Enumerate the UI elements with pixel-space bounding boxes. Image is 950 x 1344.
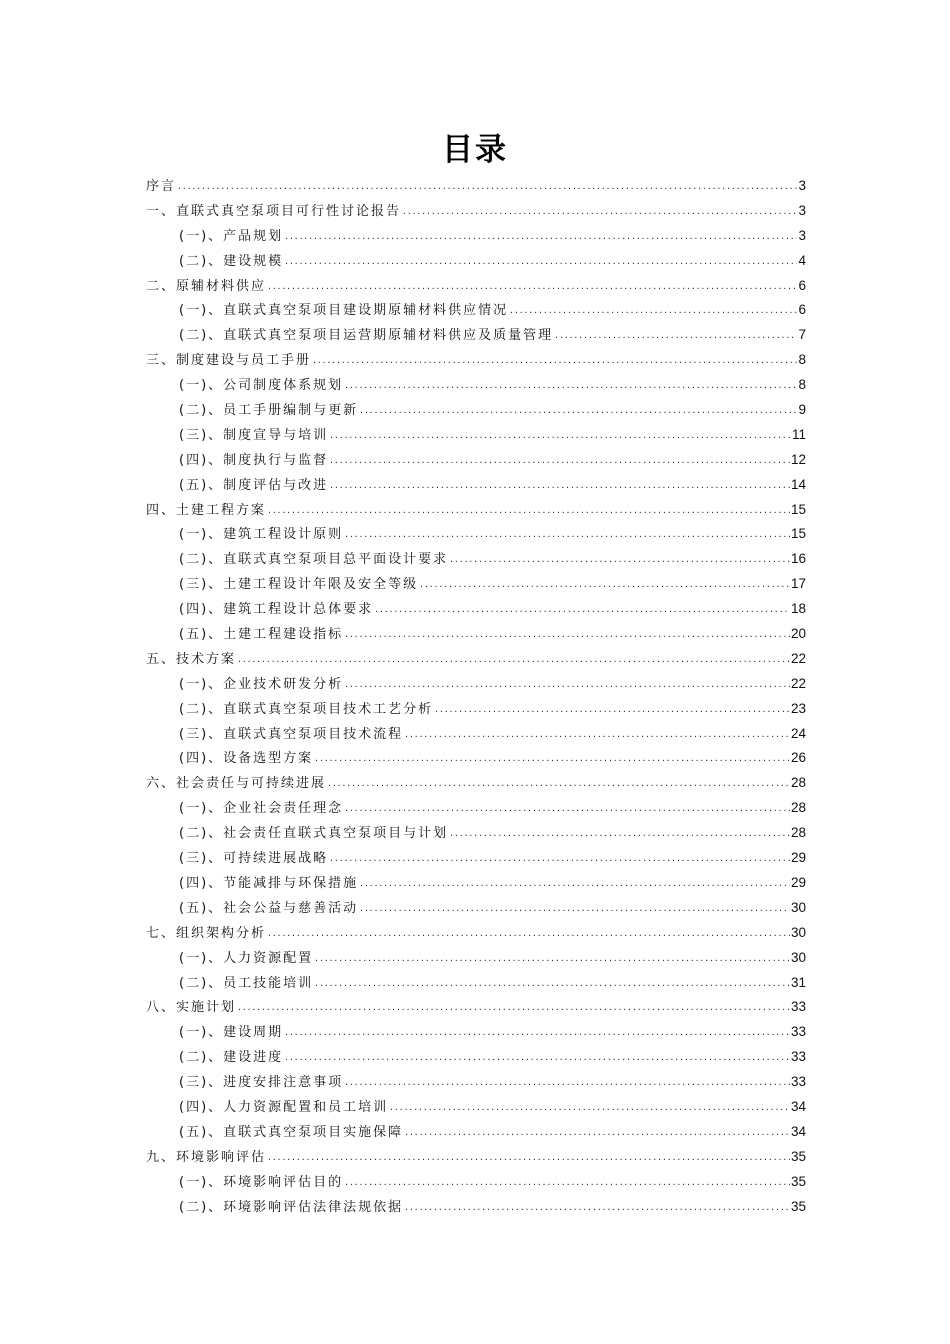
dot-leader (237, 996, 790, 1021)
toc-entry-label: (五)、制度评估与改进 (179, 477, 329, 493)
dot-leader (267, 922, 790, 947)
dot-leader (314, 747, 790, 772)
toc-entry-label: (四)、制度执行与监督 (179, 452, 329, 468)
toc-page-number: 30 (790, 899, 806, 915)
toc-entry-label: (二)、建设规模 (179, 253, 284, 269)
dot-leader (554, 324, 797, 349)
dot-leader (434, 698, 790, 723)
toc-page-number: 34 (790, 1123, 806, 1139)
toc-entry-label: (四)、节能减排与环保措施 (179, 875, 359, 891)
dot-leader (344, 1071, 790, 1096)
toc-entry-label: (二)、建设进度 (179, 1050, 284, 1066)
toc-page-number: 20 (790, 626, 806, 642)
toc-page-number: 28 (790, 800, 806, 816)
toc-entry-label: (二)、直联式真空泵项目总平面设计要求 (179, 552, 449, 568)
toc-subentry[interactable] (146, 846, 806, 871)
toc-entry-label: 七、组织架构分析 (146, 925, 267, 941)
toc-entry-label: (三)、直联式真空泵项目技术流程 (179, 726, 404, 742)
toc-entry[interactable] (146, 274, 806, 299)
toc-page-number: 34 (790, 1098, 806, 1114)
toc-page-number: 28 (790, 825, 806, 841)
dot-leader (419, 573, 790, 598)
toc-entry[interactable] (146, 647, 806, 672)
dot-leader (344, 623, 790, 648)
toc-entry-label: (二)、直联式真空泵项目运营期原辅材料供应及质量管理 (179, 328, 554, 344)
toc-page-number: 22 (790, 650, 806, 666)
toc-page-number: 7 (798, 327, 806, 343)
toc-subentry[interactable] (146, 224, 806, 249)
table-of-contents (146, 174, 806, 1219)
toc-subentry[interactable] (146, 298, 806, 323)
toc-subentry[interactable] (146, 522, 806, 547)
toc-entry-label: (二)、直联式真空泵项目技术工艺分析 (179, 701, 434, 717)
dot-leader (509, 299, 797, 324)
toc-entry-label: (一)、环境影响评估目的 (179, 1174, 344, 1190)
toc-page-number: 35 (790, 1148, 806, 1164)
dot-leader (359, 399, 797, 424)
dot-leader (267, 275, 797, 300)
dot-leader (284, 225, 797, 250)
toc-entry-label: (二)、社会责任直联式真空泵项目与计划 (179, 826, 449, 842)
toc-subentry[interactable] (146, 572, 806, 597)
toc-page-number: 16 (790, 551, 806, 567)
dot-leader (329, 474, 790, 499)
toc-entry-label: (一)、产品规划 (179, 228, 284, 244)
toc-entry-label: (三)、可持续进展战略 (179, 851, 329, 867)
toc-entry-label: (五)、社会公益与慈善活动 (179, 900, 359, 916)
toc-entry-label: 一、直联式真空泵项目可行性讨论报告 (146, 203, 402, 219)
dot-leader (329, 449, 790, 474)
toc-subentry[interactable] (146, 1020, 806, 1045)
toc-subentry[interactable] (146, 821, 806, 846)
toc-entry[interactable] (146, 1145, 806, 1170)
toc-page-number: 35 (790, 1173, 806, 1189)
toc-entry-label: 序言 (146, 179, 177, 194)
toc-entry-label: 五、技术方案 (146, 651, 237, 667)
dot-leader (449, 822, 790, 847)
toc-subentry[interactable] (146, 697, 806, 722)
toc-page-number: 15 (790, 501, 806, 517)
toc-page-number: 30 (790, 949, 806, 965)
dot-leader (344, 797, 790, 822)
toc-entry[interactable] (146, 174, 806, 199)
toc-entry-label: (二)、环境影响评估法律法规依据 (179, 1199, 404, 1215)
toc-page-number: 3 (798, 178, 806, 193)
toc-entry-label: (二)、员工手册编制与更新 (179, 403, 359, 419)
toc-page-number: 11 (791, 426, 806, 442)
toc-entry-label: (一)、企业技术研发分析 (179, 676, 344, 692)
toc-page-number: 31 (790, 974, 806, 990)
toc-subentry[interactable] (146, 746, 806, 771)
toc-entry[interactable] (146, 921, 806, 946)
toc-entry-label: 九、环境影响评估 (146, 1149, 267, 1165)
toc-subentry[interactable] (146, 946, 806, 971)
toc-page-number: 35 (790, 1198, 806, 1214)
toc-entry-label: (一)、直联式真空泵项目建设期原辅材料供应情况 (179, 303, 509, 319)
dot-leader (374, 598, 790, 623)
toc-subentry[interactable] (146, 622, 806, 647)
toc-page-number: 9 (798, 402, 806, 418)
dot-leader (284, 250, 797, 275)
dot-leader (359, 872, 790, 897)
toc-subentry[interactable] (146, 672, 806, 697)
toc-subentry[interactable] (146, 722, 806, 747)
dot-leader (389, 1096, 790, 1121)
dot-leader (329, 424, 791, 449)
toc-page-number: 26 (790, 750, 806, 766)
toc-page-number: 15 (790, 526, 806, 542)
toc-page-number: 29 (790, 850, 806, 866)
page-title: 目录 (442, 132, 508, 168)
toc-subentry[interactable] (146, 896, 806, 921)
toc-page-number: 14 (790, 476, 806, 492)
toc-page-number: 30 (790, 924, 806, 940)
dot-leader (344, 374, 797, 399)
toc-page-number: 17 (790, 576, 806, 592)
toc-entry[interactable] (146, 995, 806, 1020)
toc-entry-label: (三)、制度宣导与培训 (179, 427, 329, 443)
toc-subentry[interactable] (146, 1195, 806, 1220)
toc-entry-label: (一)、企业社会责任理念 (179, 801, 344, 817)
toc-page-number: 33 (790, 1024, 806, 1040)
dot-leader (312, 349, 797, 374)
toc-page-number: 28 (790, 775, 806, 791)
toc-entry[interactable] (146, 771, 806, 796)
toc-subentry[interactable] (146, 373, 806, 398)
dot-leader (314, 947, 790, 972)
toc-entry-label: (五)、土建工程建设指标 (179, 627, 344, 643)
toc-subentry[interactable] (146, 473, 806, 498)
toc-page-number: 6 (798, 277, 806, 293)
dot-leader (404, 723, 790, 748)
toc-subentry[interactable] (146, 1070, 806, 1095)
toc-page-number: 12 (790, 451, 806, 467)
toc-subentry[interactable] (146, 971, 806, 996)
toc-entry-label: (四)、建筑工程设计总体要求 (179, 602, 374, 618)
toc-page-number: 4 (798, 252, 806, 268)
toc-page-number: 22 (790, 675, 806, 691)
toc-page-number: 3 (798, 227, 806, 243)
toc-entry-label: (二)、员工技能培训 (179, 975, 314, 991)
toc-entry-label: (四)、人力资源配置和员工培训 (179, 1099, 389, 1115)
toc-subentry[interactable] (146, 597, 806, 622)
toc-page-number: 8 (798, 352, 806, 368)
toc-entry-label: (一)、公司制度体系规划 (179, 378, 344, 394)
toc-entry[interactable] (146, 348, 806, 373)
dot-leader (344, 523, 790, 548)
toc-entry-label: 四、土建工程方案 (146, 502, 267, 518)
dot-leader (402, 200, 797, 225)
toc-entry-label: (一)、人力资源配置 (179, 950, 314, 966)
dot-leader (267, 1146, 790, 1171)
dot-leader (344, 1171, 790, 1196)
toc-entry-label: 八、实施计划 (146, 1000, 237, 1016)
toc-entry[interactable] (146, 498, 806, 523)
toc-page-number: 29 (790, 874, 806, 890)
toc-subentry[interactable] (146, 323, 806, 348)
dot-leader (284, 1046, 790, 1071)
dot-leader (284, 1021, 790, 1046)
toc-page-number: 18 (790, 601, 806, 617)
toc-subentry[interactable] (146, 1120, 806, 1145)
dot-leader (404, 1196, 790, 1221)
toc-page-number: 8 (798, 377, 806, 393)
toc-subentry[interactable] (146, 1170, 806, 1195)
toc-subentry[interactable] (146, 547, 806, 572)
toc-subentry[interactable] (146, 423, 806, 448)
dot-leader (449, 548, 790, 573)
dot-leader (344, 673, 790, 698)
dot-leader (329, 847, 790, 872)
toc-page-number: 3 (798, 202, 806, 218)
toc-subentry[interactable] (146, 796, 806, 821)
toc-page-number: 33 (790, 999, 806, 1015)
toc-entry-label: (四)、设备选型方案 (179, 751, 314, 767)
toc-entry-label: 二、原辅材料供应 (146, 278, 267, 294)
toc-entry-label: (五)、直联式真空泵项目实施保障 (179, 1124, 404, 1140)
toc-subentry[interactable] (146, 1095, 806, 1120)
dot-leader (267, 499, 790, 524)
dot-leader (404, 1121, 790, 1146)
dot-leader (314, 972, 790, 997)
toc-page-number: 6 (798, 302, 806, 318)
toc-subentry[interactable] (146, 398, 806, 423)
dot-leader (237, 648, 790, 673)
dot-leader (327, 772, 790, 797)
toc-page-number: 24 (790, 725, 806, 741)
toc-page-number: 33 (790, 1074, 806, 1090)
toc-page-number: 23 (790, 700, 806, 716)
toc-subentry[interactable] (146, 448, 806, 473)
toc-entry-label: 三、制度建设与员工手册 (146, 353, 312, 369)
toc-entry[interactable] (146, 199, 806, 224)
toc-entry-label: 六、社会责任与可持续进展 (146, 776, 327, 792)
toc-entry-label: (三)、土建工程设计年限及安全等级 (179, 577, 419, 593)
toc-page-number: 33 (790, 1049, 806, 1065)
dot-leader (177, 175, 797, 200)
toc-subentry[interactable] (146, 249, 806, 274)
toc-subentry[interactable] (146, 1045, 806, 1070)
dot-leader (359, 897, 790, 922)
toc-entry-label: (一)、建设周期 (179, 1025, 284, 1041)
toc-entry-label: (一)、建筑工程设计原则 (179, 527, 344, 543)
toc-entry-label: (三)、进度安排注意事项 (179, 1075, 344, 1091)
toc-subentry[interactable] (146, 871, 806, 896)
